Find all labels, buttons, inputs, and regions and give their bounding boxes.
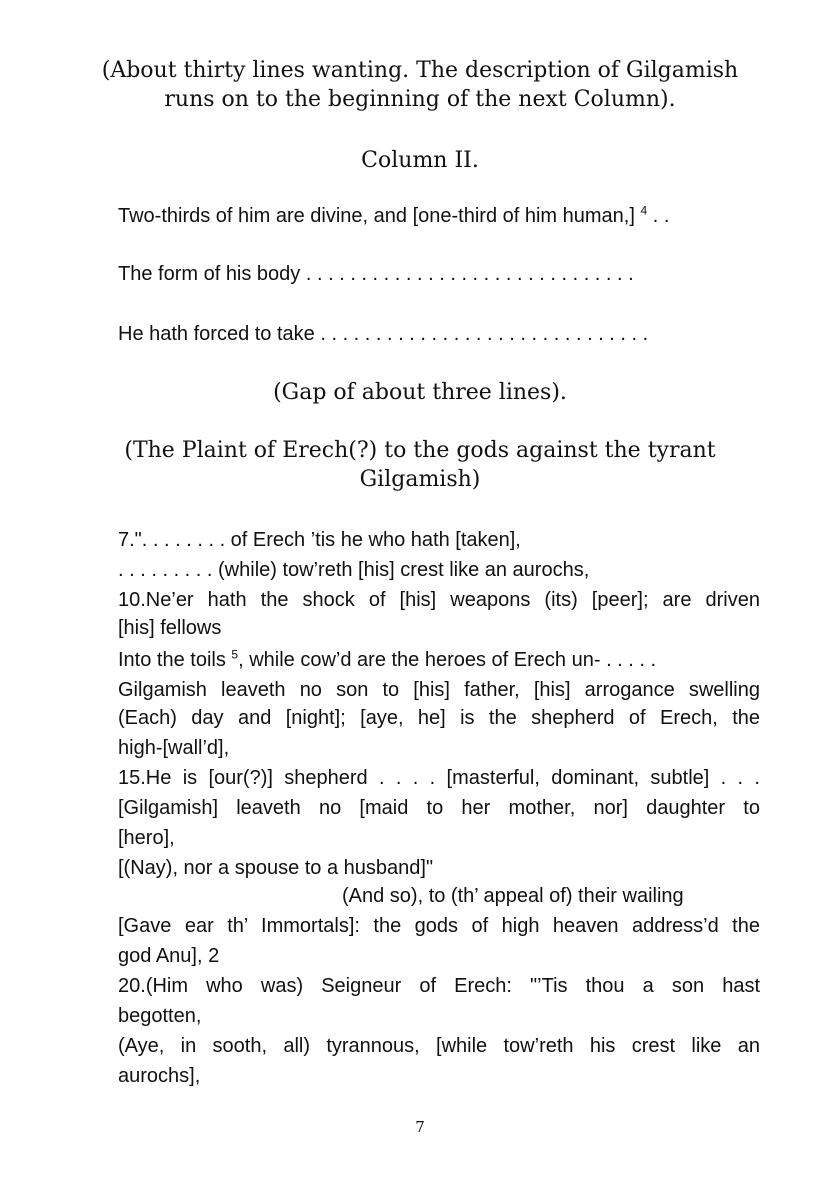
verse-13: (Each) day and [night]; [aye, he] is the shepherd of Erech, the xyxy=(118,707,760,729)
verse-11 xyxy=(118,646,656,674)
verse-divine xyxy=(118,202,669,230)
verse-19-cont: god Anu], 2 xyxy=(118,945,220,967)
verse-11-pre: Into the toils xyxy=(118,649,232,671)
verse-20-cont: begotten, xyxy=(118,1005,202,1027)
verse-21-cont: aurochs], xyxy=(118,1065,201,1087)
verse-11-post: , while cow’d are the heroes of Erech un- . . . . . xyxy=(238,649,657,671)
verse-18: (And so), to (th’ appeal of) their wailing xyxy=(342,885,684,907)
plaint-heading-line-2: Gilgamish) xyxy=(359,467,481,492)
verse-forced: He hath forced to take . . . . . . . . . . . . . . . . . . . . . . . . . . . . . . xyxy=(118,323,649,345)
verse-17: [(Nay), nor a spouse to a husband]" xyxy=(118,857,434,879)
verse-7: 7.". . . . . . . . of Erech ’tis he who hath [taken], xyxy=(118,529,521,551)
footnote-marker-5: 5 xyxy=(231,647,239,662)
intro-line-1: (About thirty lines wanting. The description of Gilgamish xyxy=(101,58,739,83)
plaint-heading xyxy=(0,436,840,494)
page-number: 7 xyxy=(415,1118,425,1136)
intro-line-2: runs on to the beginning of the next Column). xyxy=(164,87,676,112)
plaint-heading-line-1: (The Plaint of Erech(?) to the gods against the tyrant xyxy=(124,438,716,463)
verse-16: [Gilgamish] leaveth no [maid to her mother, nor] daughter to xyxy=(118,797,760,819)
verse-12: Gilgamish leaveth no son to [his] father, [his] arrogance swelling xyxy=(118,679,760,701)
intro-note xyxy=(0,56,840,114)
verse-divine-ellipsis: . . xyxy=(652,205,670,227)
gap-note: (Gap of about three lines). xyxy=(273,380,567,405)
verse-8: . . . . . . . . . (while) tow’reth [his] crest like an aurochs, xyxy=(118,559,590,581)
verse-divine-text: Two-thirds of him are divine, and [one-third of him human,] xyxy=(118,205,635,227)
verse-19: [Gave ear th’ Immortals]: the gods of high heaven address’d the xyxy=(118,915,760,937)
verse-21: (Aye, in sooth, all) tyrannous, [while tow’reth his crest like an xyxy=(118,1035,760,1057)
verse-20: 20.(Him who was) Seigneur of Erech: "’Tis thou a son hast xyxy=(118,975,760,997)
footnote-marker-4: 4 xyxy=(640,203,648,218)
verse-13-cont: high-[wall’d], xyxy=(118,737,230,759)
verse-15: 15.He is [our(?)] shepherd . . . . [masterful, dominant, subtle] . . . xyxy=(118,767,760,789)
column-heading: Column II. xyxy=(361,148,479,173)
verse-form: The form of his body . . . . . . . . . . . . . . . . . . . . . . . . . . . . . . xyxy=(118,263,634,285)
verse-10-cont: [his] fellows xyxy=(118,617,222,639)
verse-10: 10.Ne’er hath the shock of [his] weapons (its) [peer]; are driven xyxy=(118,589,760,611)
verse-16-cont: [hero], xyxy=(118,827,175,849)
